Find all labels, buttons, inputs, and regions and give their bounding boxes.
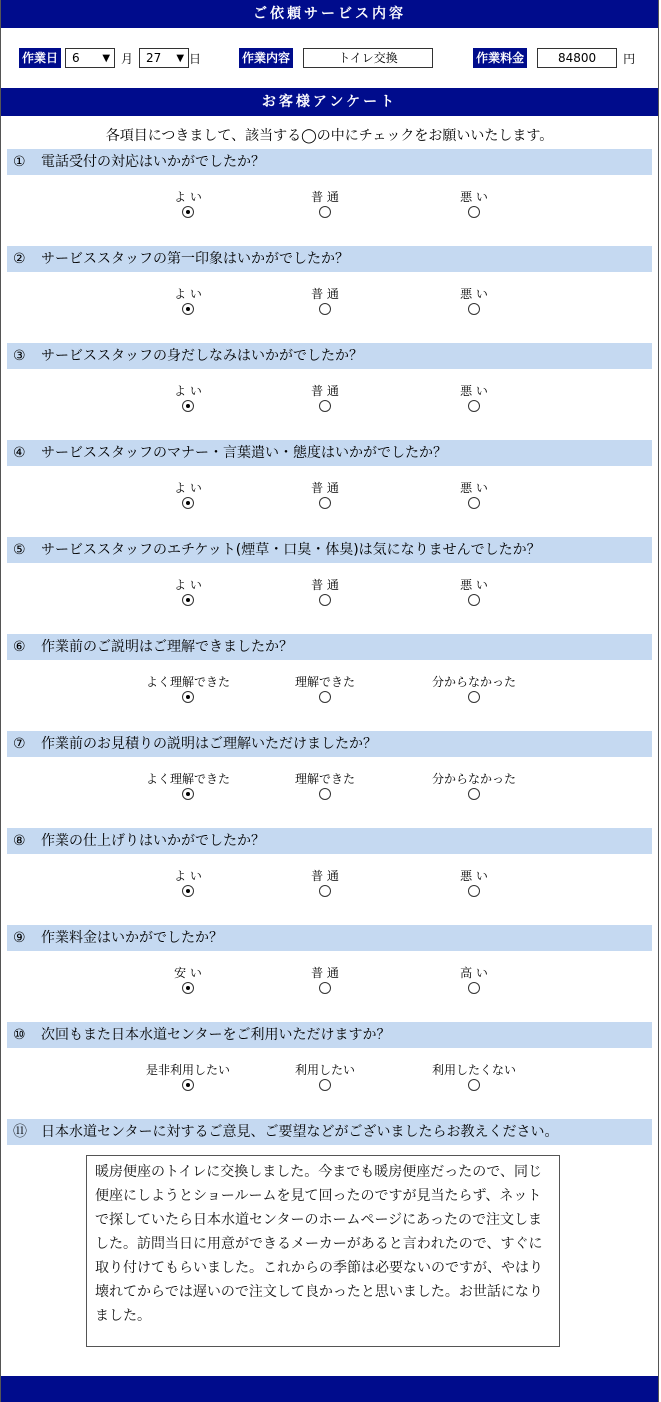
comment-textarea[interactable]: 暖房便座のトイレに交換しました。今までも暖房便座だったので、同じ便座にしようとショールームを見て回ったのですが見当たらず、ネットで探していたら日本水道センターのホームページにあったので注文しました。訪問当日に用意ができるメーカーがあると言われたので、すぐに取り付けてもらいました。これからの季節は必要ないのですが、やはり壊れてからでは遅いので注文して良かったと思いました。お世話になりました。 bbox=[86, 1155, 560, 1347]
option-label: 是非利用したい bbox=[145, 1063, 230, 1077]
answer-option[interactable] bbox=[414, 189, 534, 221]
radio-selected-icon[interactable] bbox=[182, 982, 194, 994]
answer-option[interactable] bbox=[414, 577, 534, 609]
radio-empty-icon[interactable] bbox=[468, 497, 480, 509]
fee-label: 作業料金 bbox=[473, 48, 527, 68]
radio-empty-icon[interactable] bbox=[319, 303, 331, 315]
fee-field[interactable]: 84800 bbox=[537, 48, 617, 68]
option-label: 普 通 bbox=[311, 384, 339, 398]
question-number: ⑪ bbox=[13, 1124, 27, 1140]
day-select[interactable] bbox=[139, 48, 189, 68]
radio-empty-icon[interactable] bbox=[468, 788, 480, 800]
question-heading bbox=[7, 246, 652, 272]
question-text: 日本水道センターに対するご意見、ご要望などがございましたらお教えください。 bbox=[41, 1124, 559, 1140]
radio-empty-icon[interactable] bbox=[468, 206, 480, 218]
day-value: 27 bbox=[146, 51, 162, 65]
question-10 bbox=[7, 1022, 652, 1119]
radio-selected-icon[interactable] bbox=[182, 206, 194, 218]
radio-empty-icon[interactable] bbox=[319, 400, 331, 412]
answer-option[interactable] bbox=[265, 1062, 385, 1094]
question-heading bbox=[7, 149, 652, 175]
answer-options bbox=[7, 563, 652, 634]
answer-option[interactable] bbox=[128, 577, 248, 609]
question-number: ④ bbox=[13, 445, 26, 461]
question-text: 電話受付の対応はいかがでしたか？ bbox=[41, 154, 265, 170]
question-1 bbox=[7, 149, 652, 246]
answer-option[interactable] bbox=[265, 577, 385, 609]
question-text: サービススタッフのエチケット(煙草・口臭・体臭)は気になりませんでしたか？ bbox=[41, 542, 541, 558]
question-heading bbox=[7, 1022, 652, 1048]
question-number: ⑥ bbox=[13, 639, 26, 655]
radio-empty-icon[interactable] bbox=[319, 885, 331, 897]
answer-options bbox=[7, 175, 652, 246]
radio-empty-icon[interactable] bbox=[468, 594, 480, 606]
option-label: よ い bbox=[174, 578, 202, 592]
radio-empty-icon[interactable] bbox=[468, 400, 480, 412]
radio-empty-icon[interactable] bbox=[319, 1079, 331, 1091]
footer-bar bbox=[1, 1376, 658, 1402]
option-label: 分からなかった bbox=[431, 675, 516, 689]
month-value: 6 bbox=[72, 51, 80, 65]
answer-option[interactable] bbox=[128, 189, 248, 221]
fee-unit: 円 bbox=[623, 51, 636, 66]
option-label: 分からなかった bbox=[431, 772, 516, 786]
option-label: よ い bbox=[174, 481, 202, 495]
question-text: 次回もまた日本水道センターをご利用いただけますか？ bbox=[41, 1027, 391, 1043]
question-text: 作業前のご説明はご理解できましたか？ bbox=[41, 639, 293, 655]
option-label: 利用したい bbox=[294, 1063, 355, 1077]
question-heading bbox=[7, 440, 652, 466]
question-8 bbox=[7, 828, 652, 925]
question-heading bbox=[7, 1119, 652, 1145]
answer-option[interactable] bbox=[414, 1062, 534, 1094]
answer-option[interactable] bbox=[128, 383, 248, 415]
answer-options bbox=[7, 369, 652, 440]
answer-options bbox=[7, 272, 652, 343]
answer-option[interactable] bbox=[128, 868, 248, 900]
radio-empty-icon[interactable] bbox=[319, 206, 331, 218]
answer-option[interactable] bbox=[265, 189, 385, 221]
question-text: 作業前のお見積りの説明はご理解いただけましたか？ bbox=[41, 736, 377, 752]
question-11 bbox=[7, 1119, 652, 1347]
answer-options bbox=[7, 1048, 652, 1119]
question-4 bbox=[7, 440, 652, 537]
month-unit: 月 bbox=[121, 51, 134, 66]
answer-options bbox=[7, 854, 652, 925]
answer-options bbox=[7, 757, 652, 828]
question-heading bbox=[7, 343, 652, 369]
option-label: 普 通 bbox=[311, 287, 339, 301]
service-header: ご依頼サービス内容 bbox=[1, 0, 658, 28]
radio-selected-icon[interactable] bbox=[182, 400, 194, 412]
option-label: よく理解できた bbox=[145, 772, 230, 786]
survey-intro: 各項目につきまして、該当する◯の中にチェックをお願いいたします。 bbox=[105, 128, 554, 144]
answer-option[interactable] bbox=[265, 286, 385, 318]
option-label: 悪 い bbox=[460, 190, 488, 204]
answer-option[interactable] bbox=[414, 383, 534, 415]
option-label: 安 い bbox=[174, 966, 202, 980]
question-text: 作業料金はいかがでしたか？ bbox=[41, 930, 223, 946]
question-2 bbox=[7, 246, 652, 343]
option-label: 悪 い bbox=[460, 578, 488, 592]
answer-option[interactable] bbox=[128, 674, 248, 706]
answer-option[interactable] bbox=[265, 674, 385, 706]
work-date-label: 作業日 bbox=[19, 48, 61, 68]
answer-option[interactable] bbox=[414, 868, 534, 900]
question-number: ⑩ bbox=[13, 1027, 26, 1043]
answer-option[interactable] bbox=[265, 771, 385, 803]
question-text: サービススタッフの身だしなみはいかがでしたか？ bbox=[41, 348, 363, 364]
option-label: 悪 い bbox=[460, 481, 488, 495]
answer-option[interactable] bbox=[128, 771, 248, 803]
radio-empty-icon[interactable] bbox=[319, 594, 331, 606]
answer-option[interactable] bbox=[128, 286, 248, 318]
answer-options bbox=[7, 951, 652, 1022]
answer-option[interactable] bbox=[128, 480, 248, 512]
radio-empty-icon[interactable] bbox=[319, 691, 331, 703]
question-number: ⑧ bbox=[13, 833, 26, 849]
survey-header: お客様アンケート bbox=[1, 88, 658, 116]
answer-options bbox=[7, 466, 652, 537]
question-heading bbox=[7, 731, 652, 757]
radio-empty-icon[interactable] bbox=[468, 303, 480, 315]
answer-options bbox=[7, 660, 652, 731]
option-label: 悪 い bbox=[460, 869, 488, 883]
question-number: ⑤ bbox=[13, 542, 26, 558]
answer-option[interactable] bbox=[128, 965, 248, 997]
question-heading bbox=[7, 925, 652, 951]
radio-empty-icon[interactable] bbox=[468, 885, 480, 897]
answer-option[interactable] bbox=[128, 1062, 248, 1094]
option-label: よ い bbox=[174, 869, 202, 883]
work-content-label: 作業内容 bbox=[239, 48, 293, 68]
question-3 bbox=[7, 343, 652, 440]
question-number: ② bbox=[13, 251, 26, 267]
radio-empty-icon[interactable] bbox=[319, 497, 331, 509]
answer-option[interactable] bbox=[265, 965, 385, 997]
option-label: 悪 い bbox=[460, 287, 488, 301]
option-label: 理解できた bbox=[294, 675, 355, 689]
option-label: よ い bbox=[174, 384, 202, 398]
option-label: よく理解できた bbox=[145, 675, 230, 689]
option-label: 理解できた bbox=[294, 772, 355, 786]
radio-empty-icon[interactable] bbox=[319, 788, 331, 800]
answer-option[interactable] bbox=[414, 480, 534, 512]
question-text: 作業の仕上げりはいかがでしたか？ bbox=[41, 833, 265, 849]
radio-empty-icon[interactable] bbox=[468, 1079, 480, 1091]
answer-option[interactable] bbox=[265, 383, 385, 415]
answer-option[interactable] bbox=[265, 480, 385, 512]
work-content-field[interactable]: トイレ交換 bbox=[303, 48, 433, 68]
option-label: 普 通 bbox=[311, 190, 339, 204]
service-details-row bbox=[1, 28, 658, 88]
question-number: ③ bbox=[13, 348, 26, 364]
question-number: ⑦ bbox=[13, 736, 26, 752]
answer-option[interactable] bbox=[414, 286, 534, 318]
dropdown-arrow-icon: ▼ bbox=[176, 52, 185, 64]
answer-option[interactable] bbox=[414, 965, 534, 997]
question-heading bbox=[7, 634, 652, 660]
question-list bbox=[1, 149, 658, 1119]
radio-selected-icon[interactable] bbox=[182, 1079, 194, 1091]
radio-selected-icon[interactable] bbox=[182, 885, 194, 897]
question-number: ① bbox=[13, 154, 26, 170]
question-number: ⑨ bbox=[13, 930, 26, 946]
option-label: よ い bbox=[174, 190, 202, 204]
option-label: 悪 い bbox=[460, 384, 488, 398]
answer-option[interactable] bbox=[414, 674, 534, 706]
option-label: 利用したくない bbox=[431, 1063, 516, 1077]
answer-option[interactable] bbox=[414, 771, 534, 803]
question-heading bbox=[7, 537, 652, 563]
option-label: 普 通 bbox=[311, 481, 339, 495]
option-label: 普 通 bbox=[311, 869, 339, 883]
question-6 bbox=[7, 634, 652, 731]
option-label: よ い bbox=[174, 287, 202, 301]
radio-selected-icon[interactable] bbox=[182, 594, 194, 606]
option-label: 普 通 bbox=[311, 966, 339, 980]
radio-selected-icon[interactable] bbox=[182, 497, 194, 509]
radio-empty-icon[interactable] bbox=[468, 982, 480, 994]
month-select[interactable] bbox=[65, 48, 115, 68]
radio-selected-icon[interactable] bbox=[182, 303, 194, 315]
question-text: サービススタッフの第一印象はいかがでしたか？ bbox=[41, 251, 349, 267]
radio-selected-icon[interactable] bbox=[182, 788, 194, 800]
question-5 bbox=[7, 537, 652, 634]
radio-empty-icon[interactable] bbox=[319, 982, 331, 994]
option-label: 高 い bbox=[460, 966, 488, 980]
day-unit: 日 bbox=[189, 51, 202, 66]
dropdown-arrow-icon: ▼ bbox=[102, 52, 111, 64]
radio-empty-icon[interactable] bbox=[468, 691, 480, 703]
question-heading bbox=[7, 828, 652, 854]
question-9 bbox=[7, 925, 652, 1022]
option-label: 普 通 bbox=[311, 578, 339, 592]
question-text: サービススタッフのマナー・言葉遣い・態度はいかがでしたか？ bbox=[41, 445, 447, 461]
answer-option[interactable] bbox=[265, 868, 385, 900]
question-7 bbox=[7, 731, 652, 828]
radio-selected-icon[interactable] bbox=[182, 691, 194, 703]
